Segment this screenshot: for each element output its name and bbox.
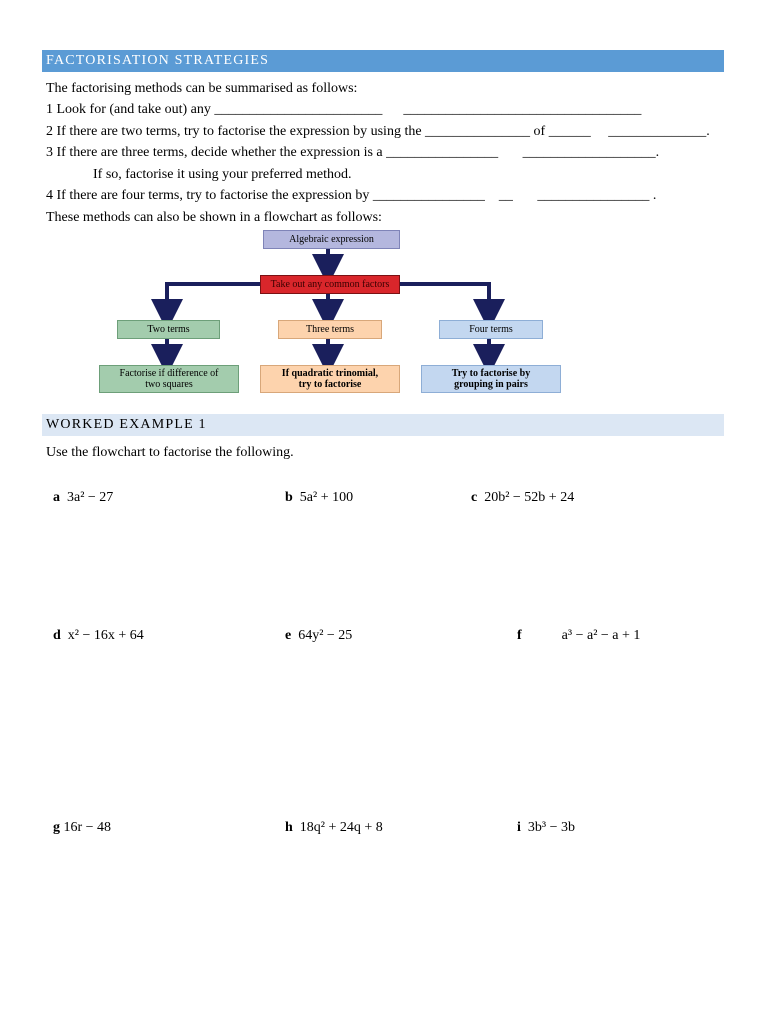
intro-text: The factorising methods can be summarised as follows: bbox=[46, 81, 358, 96]
question-a: a 3a² − 27 bbox=[53, 490, 114, 505]
flow-difference-of-squares-box: Factorise if difference of two squares bbox=[99, 365, 239, 393]
flow-four-terms-box: Four terms bbox=[439, 320, 543, 339]
flow-root-box: Algebraic expression bbox=[263, 230, 400, 249]
method-3-text: 3 If there are three terms, decide whether the expression is a ________________ ___________________. bbox=[46, 145, 660, 160]
flow-grouping-box: Try to factorise by grouping in pairs bbox=[421, 365, 561, 393]
question-b: b 5a² + 100 bbox=[285, 490, 354, 505]
flow-quadratic-trinomial-box: If quadratic trinomial, try to factorise bbox=[260, 365, 400, 393]
question-i: i 3b³ − 3b bbox=[517, 820, 575, 835]
question-f: f a³ − a² − a + 1 bbox=[517, 628, 641, 643]
method-3-followup-text: If so, factorise it using your preferred method. bbox=[93, 167, 352, 182]
question-h: h 18q² + 24q + 8 bbox=[285, 820, 383, 835]
arrow-step-to-four bbox=[400, 284, 489, 315]
question-g: g 16r − 48 bbox=[53, 820, 112, 835]
section-title-banner: FACTORISATION STRATEGIES bbox=[42, 50, 724, 72]
question-e: e 64y² − 25 bbox=[285, 628, 353, 643]
worked-example-instruction: Use the flowchart to factorise the following. bbox=[46, 445, 294, 460]
flow-three-terms-box: Three terms bbox=[278, 320, 382, 339]
flow-two-terms-box: Two terms bbox=[117, 320, 220, 339]
method-4-text: 4 If there are four terms, try to factorise the expression by ________________ __ ________________ . bbox=[46, 188, 657, 203]
question-c: c 20b² − 52b + 24 bbox=[471, 490, 575, 505]
factorising-flowchart bbox=[96, 228, 566, 398]
worked-example-banner: WORKED EXAMPLE 1 bbox=[42, 414, 724, 436]
method-1-text: 1 Look for (and take out) any ________________________ __________________________________ bbox=[46, 102, 642, 117]
arrow-step-to-two bbox=[167, 284, 260, 315]
question-d: d x² − 16x + 64 bbox=[53, 628, 144, 643]
flow-common-factors-box: Take out any common factors bbox=[260, 275, 400, 294]
method-2-text: 2 If there are two terms, try to factorise the expression by using the _______________ of ______ ______________. bbox=[46, 124, 710, 139]
flowchart-intro-text: These methods can also be shown in a flowchart as follows: bbox=[46, 210, 382, 225]
